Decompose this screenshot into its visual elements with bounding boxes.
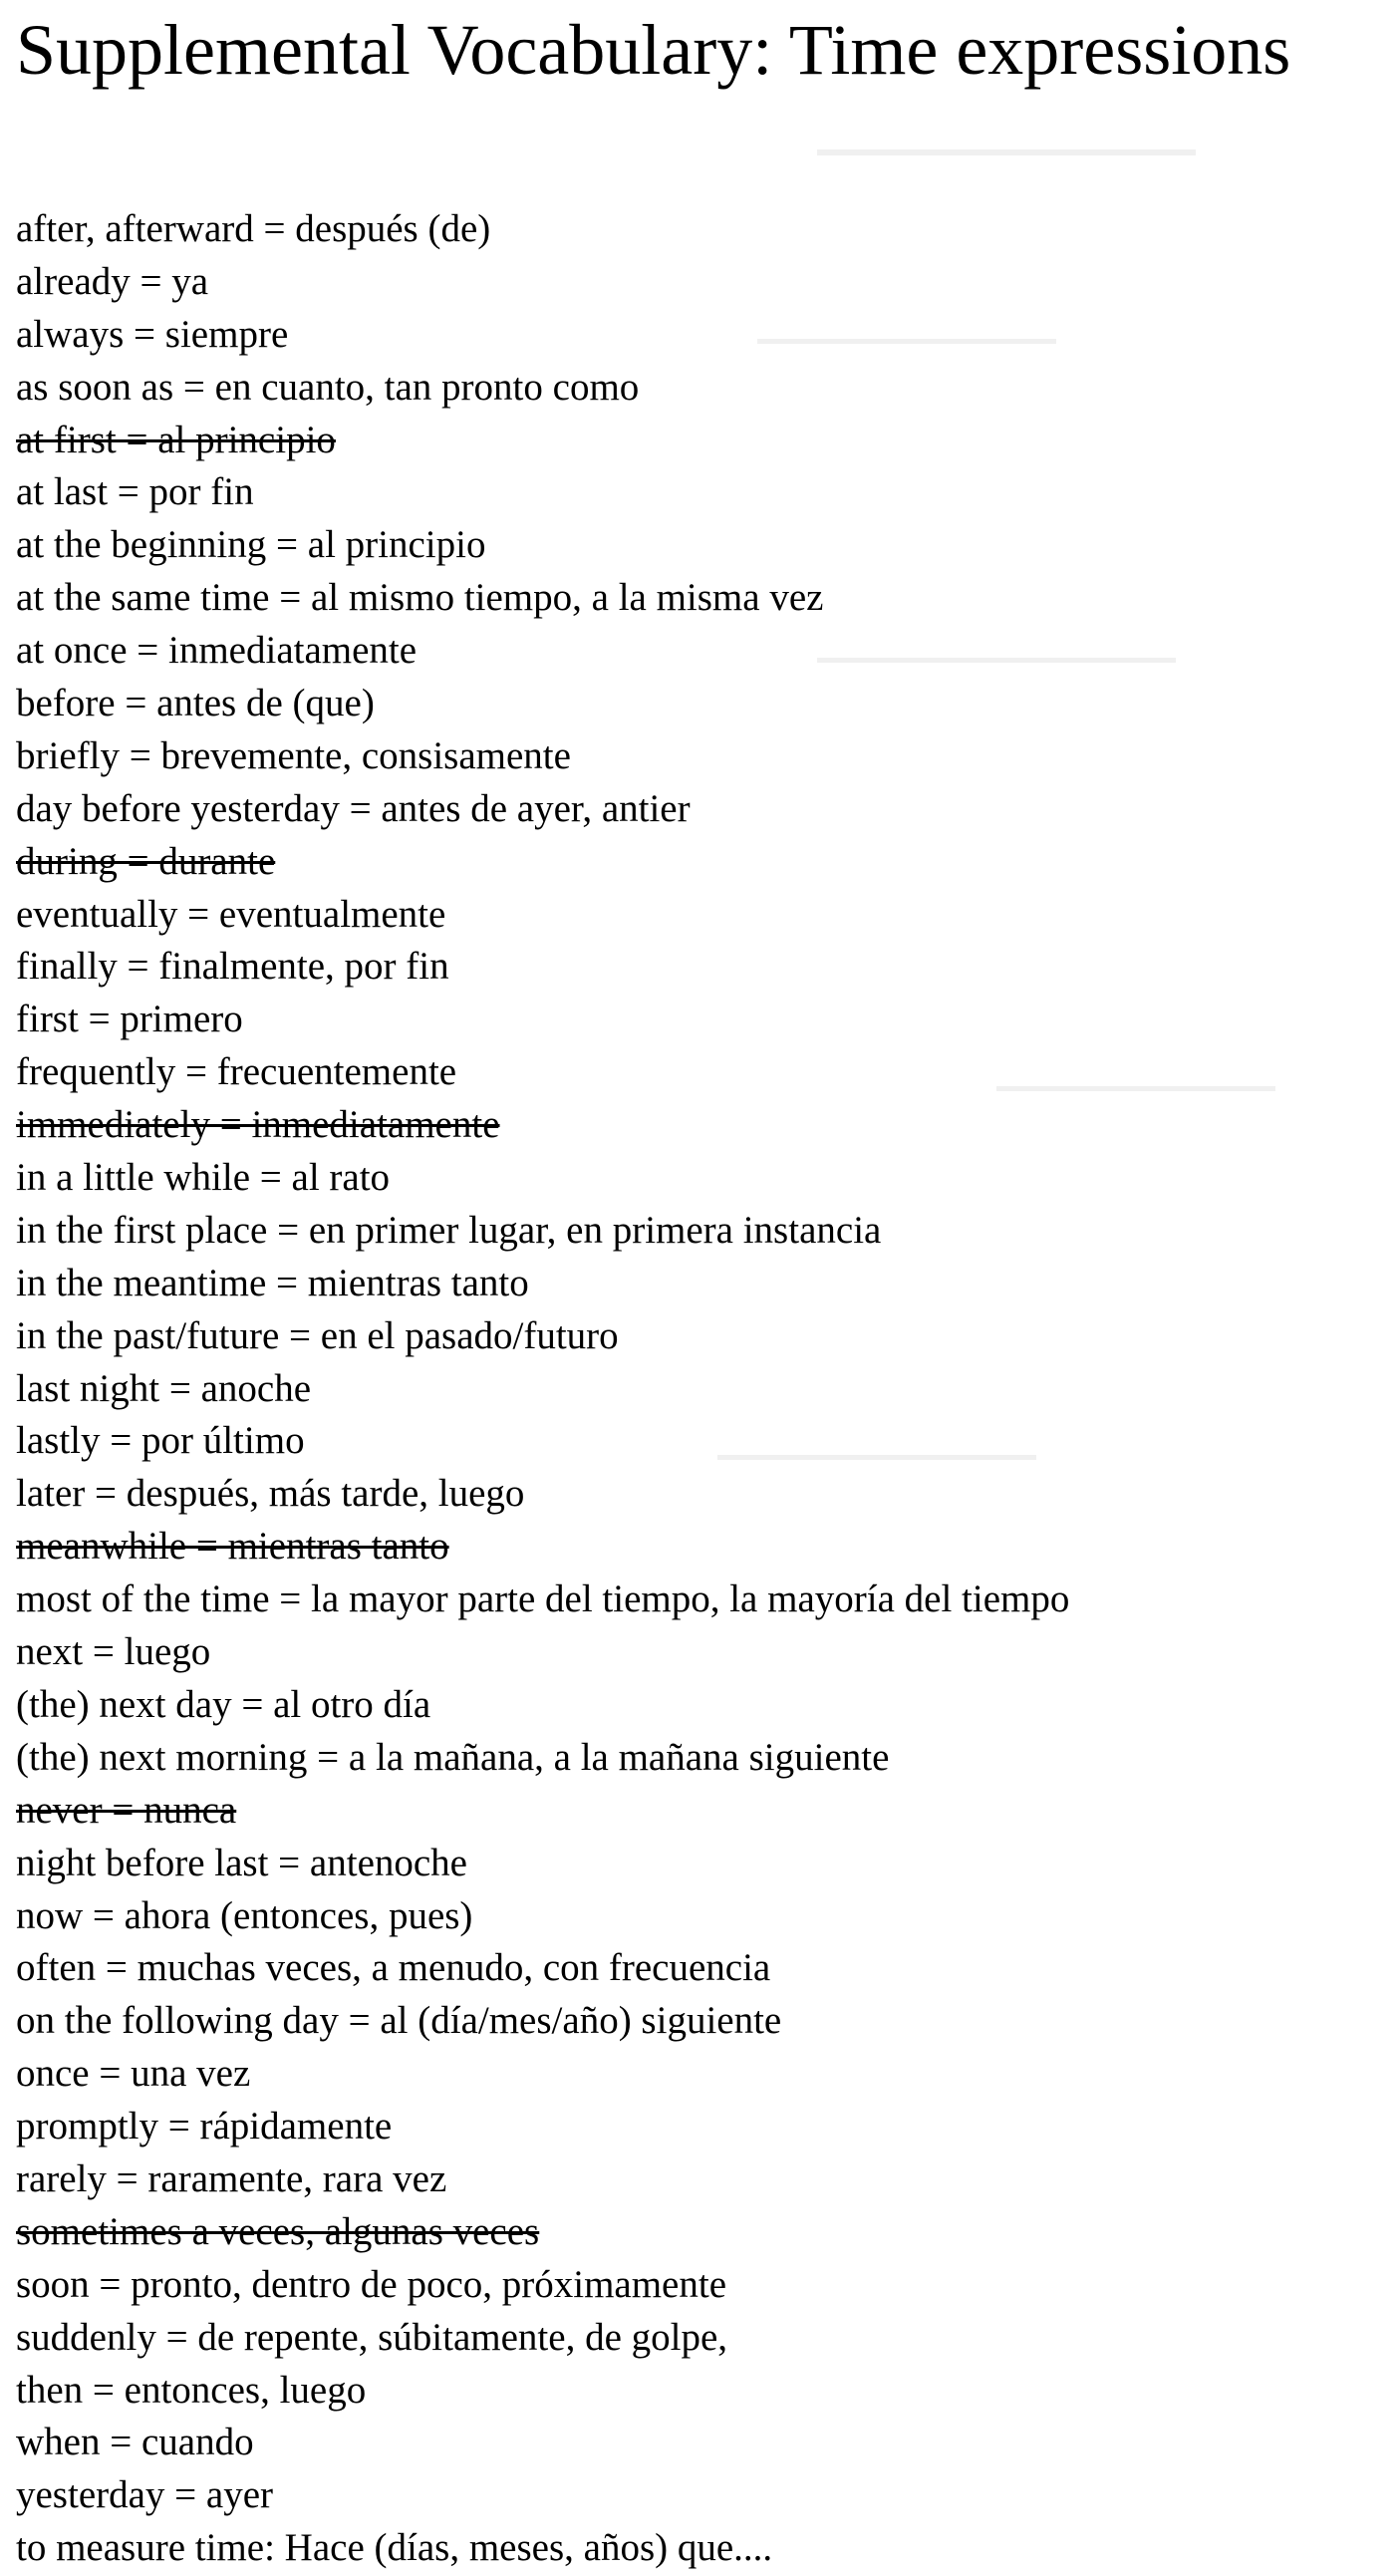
- vocabulary-entry: on the following day = al (día/mes/año) siguiente: [16, 1999, 782, 2043]
- vocabulary-entry: suddenly = de repente, súbitamente, de golpe,: [16, 2315, 728, 2359]
- vocabulary-entry: never = nunca: [16, 1788, 237, 1832]
- vocabulary-entry: in the meantime = mientras tanto: [16, 1261, 529, 1304]
- vocabulary-entry: always = siempre: [16, 312, 289, 356]
- vocabulary-entry: in a little while = al rato: [16, 1156, 391, 1200]
- vocabulary-entry: immediately = inmediatamente: [16, 1103, 500, 1147]
- vocabulary-entry: briefly = brevemente, consisamente: [16, 733, 571, 777]
- vocabulary-entry: rarely = raramente, rara vez: [16, 2156, 447, 2200]
- vocabulary-entry: at last = por fin: [16, 470, 254, 514]
- vocabulary-list: [16, 203, 1069, 2575]
- vocabulary-entry: during = durante: [16, 839, 276, 883]
- page-title: Supplemental Vocabulary: Time expressions: [16, 10, 1291, 90]
- vocabulary-entry: day before yesterday = antes de ayer, antier: [16, 786, 691, 830]
- vocabulary-entry: at the same time = al mismo tiempo, a la misma vez: [16, 576, 824, 620]
- vocabulary-entry: when = cuando: [16, 2421, 254, 2464]
- vocabulary-entry: already = ya: [16, 259, 209, 303]
- vocabulary-entry: once = una vez: [16, 2052, 251, 2096]
- bleed-through-smudge: [817, 149, 1196, 155]
- vocabulary-entry: at the beginning = al principio: [16, 523, 486, 567]
- vocabulary-entry: lastly = por último: [16, 1419, 305, 1463]
- vocabulary-entry: then = entonces, luego: [16, 2368, 367, 2412]
- vocabulary-entry: now = ahora (entonces, pues): [16, 1893, 473, 1937]
- vocabulary-entry: next = luego: [16, 1630, 211, 1674]
- vocabulary-entry: meanwhile = mientras tanto: [16, 1525, 449, 1569]
- vocabulary-entry: sometimes a veces, algunas veces: [16, 2209, 540, 2253]
- vocabulary-entry: (the) next day = al otro día: [16, 1682, 431, 1726]
- vocabulary-entry: promptly = rápidamente: [16, 2105, 393, 2148]
- vocabulary-entry: frequently = frecuentemente: [16, 1050, 457, 1094]
- vocabulary-entry: often = muchas veces, a menudo, con frecuencia: [16, 1946, 771, 1990]
- vocabulary-entry: finally = finalmente, por fin: [16, 945, 449, 989]
- vocabulary-entry: eventually = eventualmente: [16, 892, 446, 936]
- vocabulary-entry: night before last = antenoche: [16, 1841, 467, 1884]
- vocabulary-entry: before = antes de (que): [16, 682, 375, 725]
- vocabulary-entry: later = después, más tarde, luego: [16, 1472, 525, 1516]
- vocabulary-entry: soon = pronto, dentro de poco, próximamente: [16, 2262, 727, 2306]
- vocabulary-entry: most of the time = la mayor parte del tiempo, la mayoría del tiempo: [16, 1577, 1070, 1621]
- vocabulary-entry: in the first place = en primer lugar, en primera instancia: [16, 1208, 882, 1252]
- vocabulary-entry: in the past/future = en el pasado/futuro: [16, 1313, 619, 1357]
- vocabulary-entry: after, afterward = después (de): [16, 207, 491, 250]
- vocabulary-entry: at once = inmediatamente: [16, 629, 418, 673]
- vocabulary-entry: to measure time: Hace (días, meses, años) que....: [16, 2526, 773, 2570]
- vocabulary-entry: at first = al principio: [16, 418, 336, 461]
- vocabulary-entry: last night = anoche: [16, 1366, 312, 1410]
- vocabulary-entry: as soon as = en cuanto, tan pronto como: [16, 365, 640, 409]
- vocabulary-entry: first = primero: [16, 998, 243, 1041]
- vocabulary-entry: yesterday = ayer: [16, 2473, 274, 2517]
- vocabulary-entry: (the) next morning = a la mañana, a la mañana siguiente: [16, 1735, 890, 1779]
